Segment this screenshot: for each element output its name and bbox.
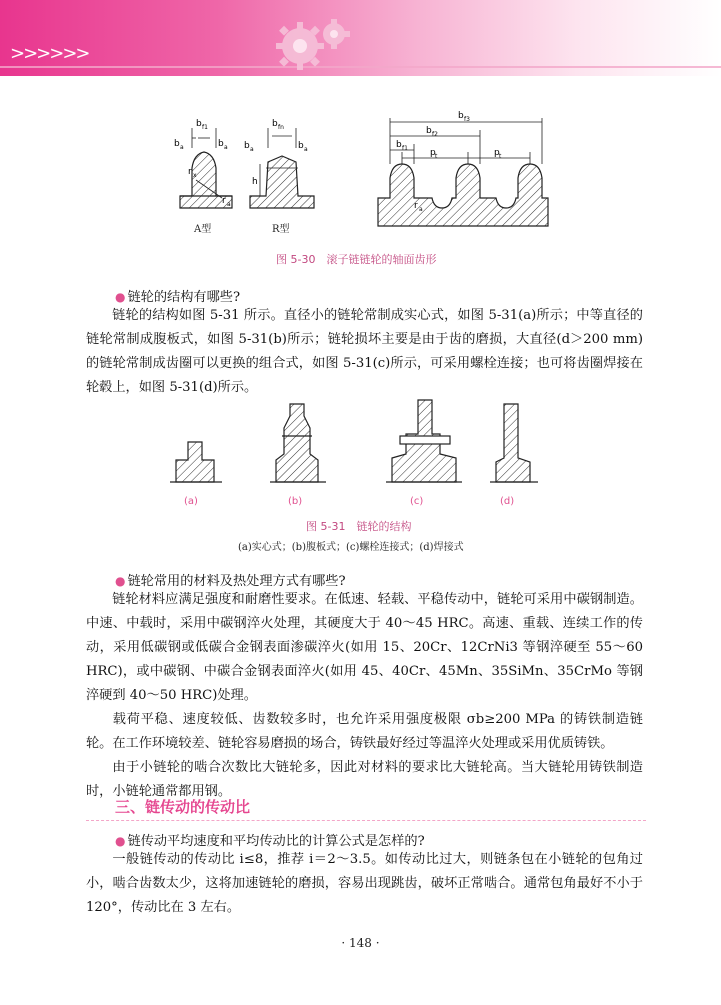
label-ba-r-left-sub: a	[250, 146, 254, 153]
label-pt-1: p	[430, 148, 436, 158]
paragraph-cast-iron: 载荷平稳、速度较低、齿数较多时，也允许采用强度极限 σb≥200 MPa 的铸铁制造链轮。在工作环境较差、链轮容易磨损的场合，铸铁最好经过等温淬火处理或采用优质铸铁。	[86, 712, 643, 751]
label-ra-multi: r	[414, 201, 418, 211]
label-bfn: b	[272, 119, 278, 129]
structure-c-bolted	[386, 400, 462, 482]
structure-b-web	[270, 404, 326, 482]
page-header-banner	[0, 0, 721, 76]
label-d: (d)	[500, 496, 515, 507]
structure-a-solid	[170, 442, 222, 482]
label-bf1-sub: f1	[202, 124, 208, 131]
gear-icon	[270, 14, 360, 74]
label-a: (a)	[184, 496, 198, 507]
label-bf2-sub: f2	[432, 131, 438, 138]
question-ratio: ● 链传动平均速度和平均传动比的计算公式是怎样的?	[115, 834, 425, 849]
label-a-type: A型	[194, 224, 212, 235]
label-b: (b)	[288, 496, 303, 507]
label-rx: r	[188, 167, 192, 177]
figure-5-30-tooth-profile	[170, 108, 550, 238]
label-ba-left: b	[174, 139, 180, 149]
label-ra-multi-sub: a	[419, 206, 423, 213]
label-h: h	[252, 177, 258, 187]
label-bf2: b	[426, 126, 432, 136]
label-ra-sub: a	[227, 201, 231, 208]
label-ba-r-right-sub: a	[304, 146, 308, 153]
section-divider	[86, 820, 646, 821]
figure-5-30-caption: 图 5-30 滚子链链轮的轴面齿形	[276, 253, 437, 266]
figure-5-31-structures	[170, 392, 560, 512]
label-bf3: b	[458, 111, 464, 121]
question-structure: ● 链轮的结构有哪些?	[115, 290, 241, 305]
label-ba-right-sub: a	[224, 144, 228, 151]
label-pt-1-sub: t	[435, 153, 438, 160]
label-bf3-sub: f3	[464, 116, 470, 123]
label-rx-sub: x	[193, 172, 197, 179]
paragraph-small-sprocket: 由于小链轮的啮合次数比大链轮多，因此对材料的要求比大链轮高。当大链轮用铸铁制造时，小链轮通常都用钢。	[86, 760, 643, 799]
label-bf1: b	[196, 119, 202, 129]
paragraph-materials: 链轮材料应满足强度和耐磨性要求。在低速、轻载、平稳传动中，链轮可采用中碳钢制造。中速、中载时，采用中碳钢淬火处理，其硬度大于 40～45 HRC。高速、重载、连续工作的传动，采用低碳钢或低碳合金钢表面渗碳淬火(如用 15、20Cr、12CrNi3 等钢淬硬至 55～60 HRC)，或中碳钢、中碳合金钢表面淬火(如用 45、40Cr、45Mn、35SiMn、35CrMo 等钢淬硬到 40～50 HRC)处理。	[86, 592, 643, 703]
r-type-profile	[250, 128, 314, 208]
label-bf1-multi-sub: f1	[402, 145, 408, 152]
paragraph-ratio: 一般链传动的传动比 i≤8，推荐 i＝2～3.5。如传动比过大，则链条包在小链轮的包角过小，啮合齿数太少，这将加速链轮的磨损，容易出现跳齿，破坏正常啮合。通常包角最好不小于 120°，传动比在 3 左右。	[86, 852, 643, 915]
label-c: (c)	[410, 496, 424, 507]
paragraph-structure: 链轮的结构如图 5-31 所示。直径小的链轮常制成实心式，如图 5-31(a)所示；中等直径的链轮常制成腹板式，如图 5-31(b)所示；链轮损坏主要是由于齿的磨损，大直径(d＞200 mm)的链轮常制成齿圈可以更换的组合式，如图 5-31(c)所示，可采用螺栓连接；也可将齿圈焊接在轮毂上，如图 5-31(d)所示。	[86, 308, 643, 395]
page-number: · 148 ·	[341, 936, 380, 950]
label-bfn-sub: fn	[278, 124, 284, 131]
label-pt-2-sub: t	[499, 153, 502, 160]
label-bf1-multi: b	[396, 140, 402, 150]
multi-row-profile	[378, 118, 548, 226]
label-ba-r-left: b	[244, 141, 250, 151]
structure-d-welded	[490, 404, 538, 482]
chevron-decoration: >>>>>>	[10, 43, 89, 64]
label-ba-left-sub: a	[180, 144, 184, 151]
label-pt-2: p	[494, 148, 500, 158]
header-rule	[0, 66, 721, 68]
question-materials: ● 链轮常用的材料及热处理方式有哪些?	[115, 574, 346, 589]
section-title: 三、链传动的传动比	[115, 798, 251, 816]
label-ba-right: b	[218, 139, 224, 149]
label-ra: r	[222, 196, 226, 206]
figure-5-31-subcaption: (a)实心式；(b)腹板式；(c)螺栓连接式；(d)焊接式	[238, 542, 464, 553]
figure-5-31-caption: 图 5-31 链轮的结构	[306, 520, 412, 533]
label-r-type: R型	[272, 224, 290, 235]
label-ba-r-right: b	[298, 141, 304, 151]
